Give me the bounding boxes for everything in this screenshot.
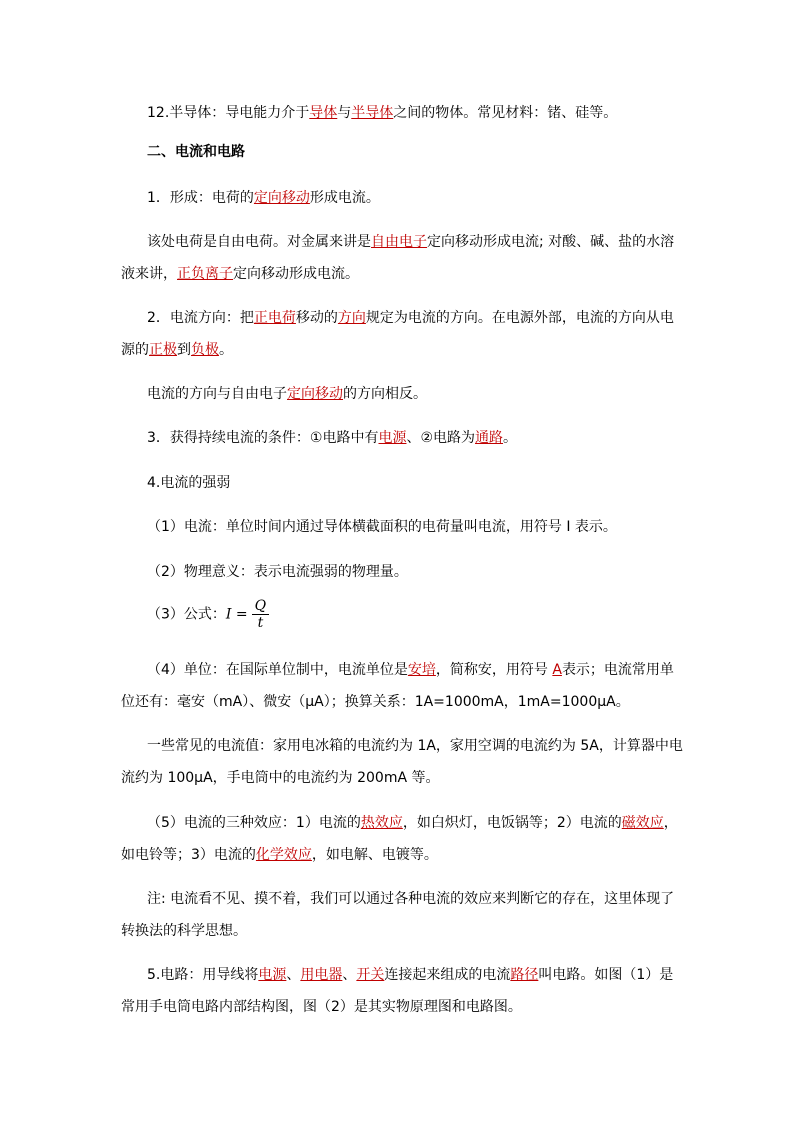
formula-lhs: I = <box>225 606 248 623</box>
term-conductor: 导体 <box>309 105 338 121</box>
term-heat-effect: 热效应 <box>360 815 403 831</box>
paragraph-common-values-line1: 一些常见的电流值：家用电冰箱的电流约为 1A，家用空调的电流约为 5A，计算器中电 <box>147 738 683 754</box>
term-negative-pole: 负极 <box>191 342 219 358</box>
paragraph-current-strength: 4.电流的强弱 <box>147 475 231 491</box>
term-closed-circuit: 通路 <box>475 430 504 446</box>
term-directed-movement-2: 定向移动 <box>287 386 343 402</box>
formula-denominator: t <box>257 615 264 631</box>
paragraph-effects-line1: （5）电流的三种效应：1）电流的热效应，如白炽灯，电饭锅等；2）电流的磁效应， <box>147 815 678 831</box>
paragraph-unit-line1: （4）单位：在国际单位制中，电流单位是安培，简称安，用符号 A表示；电流常用单 <box>147 662 674 678</box>
paragraph-common-values-line2: 流约为 100μA，手电筒中的电流约为 200mA 等。 <box>121 770 440 786</box>
term-free-electron: 自由电子 <box>371 234 427 250</box>
term-switch: 开关 <box>356 967 385 983</box>
term-path: 路径 <box>510 967 539 983</box>
term-power-source: 电源 <box>378 430 407 446</box>
term-appliance: 用电器 <box>300 967 343 983</box>
paragraph-circuit-line1: 5.电路：用导线将电源、用电器、开关连接起来组成的电流路径叫电路。如图（1）是 <box>147 967 674 983</box>
paragraph-current-direction-line1: 2．电流方向：把正电荷移动的方向规定为电流的方向。在电源外部，电流的方向从电 <box>147 310 674 326</box>
paragraph-formation: 1．形成：电荷的定向移动形成电流。 <box>147 190 380 206</box>
paragraph-note-line2: 转换法的科学思想。 <box>121 923 247 939</box>
paragraph-effects-line2: 如电铃等；3）电流的化学效应，如电解、电镀等。 <box>121 847 438 863</box>
term-semiconductor: 半导体 <box>351 105 394 121</box>
paragraph-free-charge-line2: 液来讲，正负离子定向移动形成电流。 <box>121 266 359 282</box>
term-chemical-effect: 化学效应 <box>255 847 312 863</box>
formula-fraction <box>252 598 269 631</box>
paragraph-free-charge-line1: 该处电荷是自由电荷。对金属来讲是自由电子定向移动形成电流; 对酸、碱、盐的水溶 <box>147 234 675 250</box>
term-positive-charge: 正电荷 <box>253 310 296 326</box>
paragraph-continuous-current: 3．获得持续电流的条件：①电路中有电源、②电路为通路。 <box>147 430 518 446</box>
paragraph-physical-meaning: （2）物理意义：表示电流强弱的物理量。 <box>147 564 408 580</box>
term-directed-movement: 定向移动 <box>253 190 310 206</box>
formula-numerator: Q <box>252 598 269 615</box>
paragraph-note-line1: 注: 电流看不见、摸不着，我们可以通过各种电流的效应来判断它的存在，这里体现了 <box>147 891 675 907</box>
paragraph-current-definition: （1）电流：单位时间内通过导体横截面积的电荷量叫电流，用符号 I 表示。 <box>147 519 617 535</box>
paragraph-unit-line2: 位还有：毫安（mA）、微安（μA）；换算关系：1A=1000mA，1mA=1000μA。 <box>121 694 630 710</box>
paragraph-formula: （3）公式：I = $\frac{Q}{t}$ <box>147 598 269 631</box>
paragraph-circuit-line2: 常用手电筒电路内部结构图，图（2）是其实物原理图和电路图。 <box>121 999 522 1015</box>
term-ampere-symbol: A <box>552 662 562 678</box>
term-ampere: 安培 <box>407 662 436 678</box>
term-magnetic-effect: 磁效应 <box>621 815 664 831</box>
term-power-source-2: 电源 <box>258 967 287 983</box>
paragraph-current-direction-line2: 源的正极到负极。 <box>121 342 233 358</box>
term-ions: 正负离子 <box>177 266 233 282</box>
term-positive-pole: 正极 <box>149 342 177 358</box>
paragraph-opposite-direction: 电流的方向与自由电子定向移动的方向相反。 <box>147 386 427 402</box>
term-direction: 方向 <box>337 310 366 326</box>
paragraph-semiconductor: 12.半导体：导电能力介于导体与半导体之间的物体。常见材料：锗、硅等。 <box>147 105 618 121</box>
section-heading: 二、电流和电路 <box>147 144 245 160</box>
